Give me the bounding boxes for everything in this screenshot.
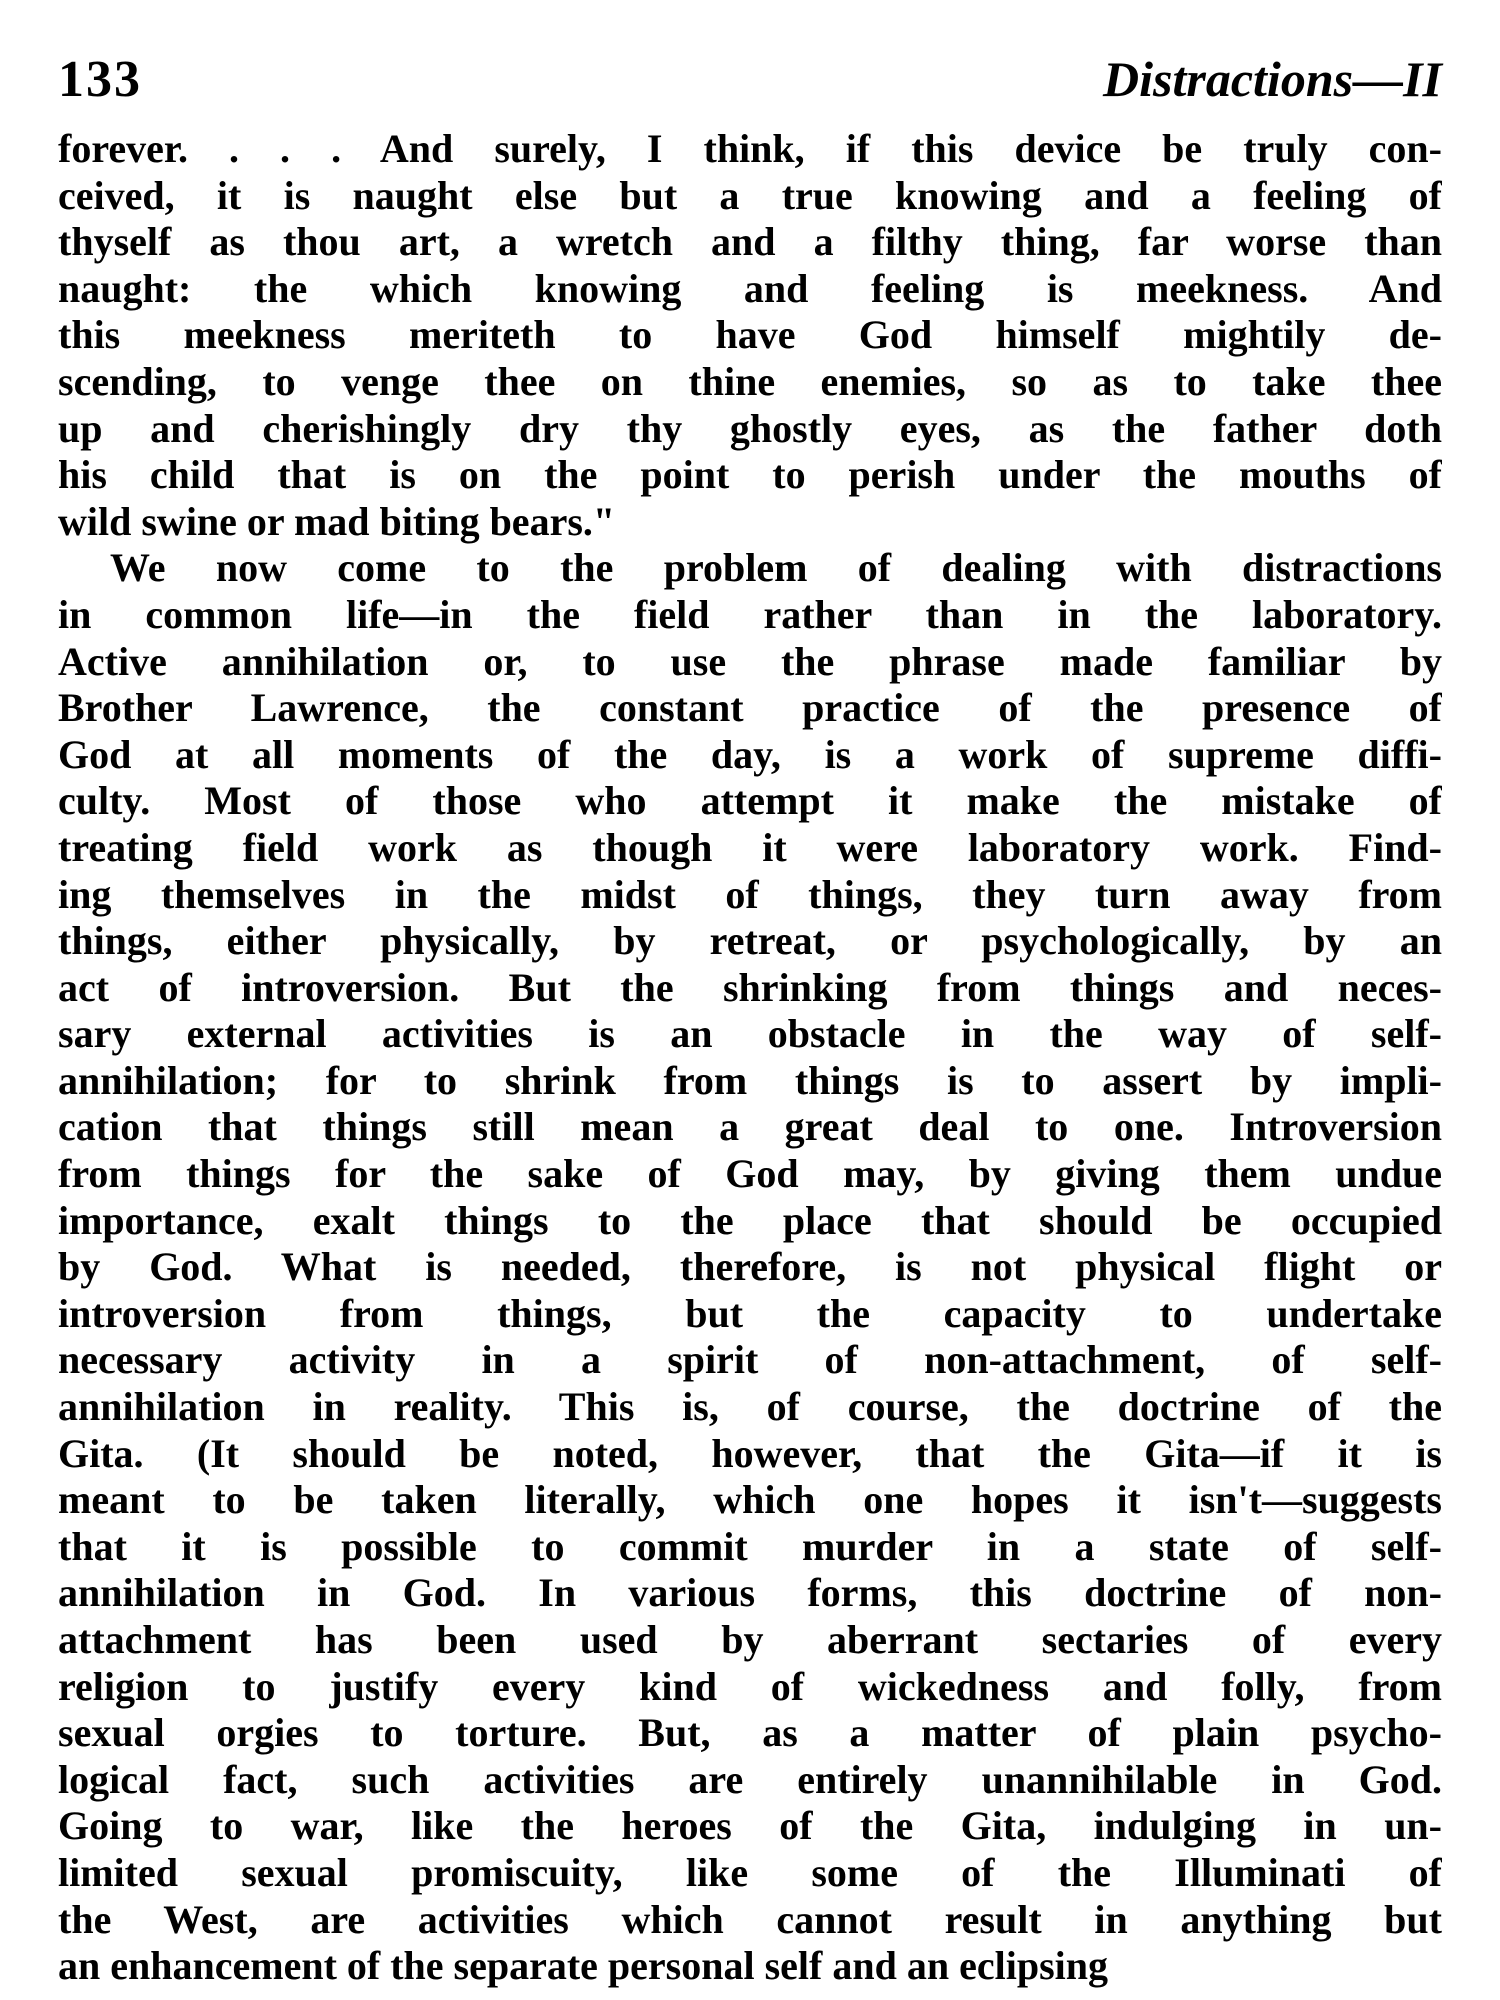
text-line: annihilation; for to shrink from things is to assert by impli- — [58, 1057, 1442, 1103]
text-line: scending, to venge thee on thine enemies, so as to take thee — [58, 358, 1442, 404]
text-line: importance, exalt things to the place that should be occupied — [58, 1197, 1442, 1243]
text-line: cation that things still mean a great deal to one. Introversion — [58, 1104, 1442, 1150]
text-line: wild swine or mad biting bears." — [58, 498, 616, 544]
text-line: his child that is on the point to perish under the mouths of — [58, 452, 1442, 498]
text-line: ceived, it is naught else but a true knowing and a feeling of — [58, 172, 1442, 218]
text-line: treating field work as though it were laboratory work. Find- — [58, 824, 1442, 870]
text-line: sary external activities is an obstacle in the way of self- — [58, 1011, 1442, 1057]
page-header — [58, 38, 1442, 108]
text-line: religion to justify every kind of wickedness and folly, from — [58, 1663, 1442, 1709]
text-line: sexual orgies to torture. But, as a matter of plain psycho- — [58, 1710, 1442, 1756]
body-text — [58, 126, 1442, 1990]
paragraph — [58, 545, 1442, 1989]
text-line: from things for the sake of God may, by giving them undue — [58, 1151, 1442, 1197]
page-number: 133 — [58, 51, 142, 108]
text-line: the West, are activities which cannot result in anything but — [58, 1896, 1442, 1942]
text-line: introversion from things, but the capacity to undertake — [58, 1290, 1442, 1336]
text-line: We now come to the problem of dealing with distractions — [110, 545, 1442, 591]
text-line: things, either physically, by retreat, or psychologically, by an — [58, 918, 1442, 964]
text-line: attachment has been used by aberrant sectaries of every — [58, 1617, 1442, 1662]
text-line: that it is possible to commit murder in a state of self- — [58, 1523, 1442, 1569]
text-line: culty. Most of those who attempt it make the mistake of — [58, 778, 1442, 824]
paragraph — [58, 126, 1442, 545]
running-head: Distractions—II — [1103, 51, 1442, 107]
text-line: Brother Lawrence, the constant practice of the presence of — [58, 685, 1442, 731]
text-line: forever. . . . And surely, I think, if this device be truly con- — [58, 126, 1442, 171]
text-line: necessary activity in a spirit of non-attachment, of self- — [58, 1337, 1442, 1383]
text-line: ing themselves in the midst of things, they turn away from — [58, 871, 1442, 917]
text-line: limited sexual promiscuity, like some of the Illuminati of — [58, 1849, 1442, 1895]
text-line: in common life—in the field rather than in the laboratory. — [58, 591, 1442, 637]
text-line: by God. What is needed, therefore, is not physical flight or — [58, 1244, 1442, 1290]
text-line: God at all moments of the day, is a work of supreme diffi- — [58, 731, 1442, 777]
text-line: an enhancement of the separate personal self and an eclipsing — [58, 1943, 1108, 1989]
text-line: up and cherishingly dry thy ghostly eyes, as the father doth — [58, 405, 1442, 451]
text-line: Going to war, like the heroes of the Gita, indulging in un- — [58, 1803, 1442, 1849]
text-line: thyself as thou art, a wretch and a filthy thing, far worse than — [58, 219, 1442, 265]
text-line: this meekness meriteth to have God himself mightily de- — [58, 312, 1442, 358]
text-line: Gita. (It should be noted, however, that the Gita—if it is — [58, 1430, 1442, 1476]
text-line: meant to be taken literally, which one hopes it isn't—suggests — [58, 1477, 1442, 1523]
text-line: logical fact, such activities are entirely unannihilable in God. — [58, 1756, 1442, 1802]
text-line: annihilation in reality. This is, of course, the doctrine of the — [58, 1384, 1442, 1430]
text-line: Active annihilation or, to use the phrase made familiar by — [58, 638, 1442, 684]
text-line: naught: the which knowing and feeling is meekness. And — [58, 265, 1442, 311]
text-line: act of introversion. But the shrinking from things and neces- — [58, 964, 1442, 1010]
text-line: annihilation in God. In various forms, this doctrine of non- — [58, 1570, 1442, 1616]
